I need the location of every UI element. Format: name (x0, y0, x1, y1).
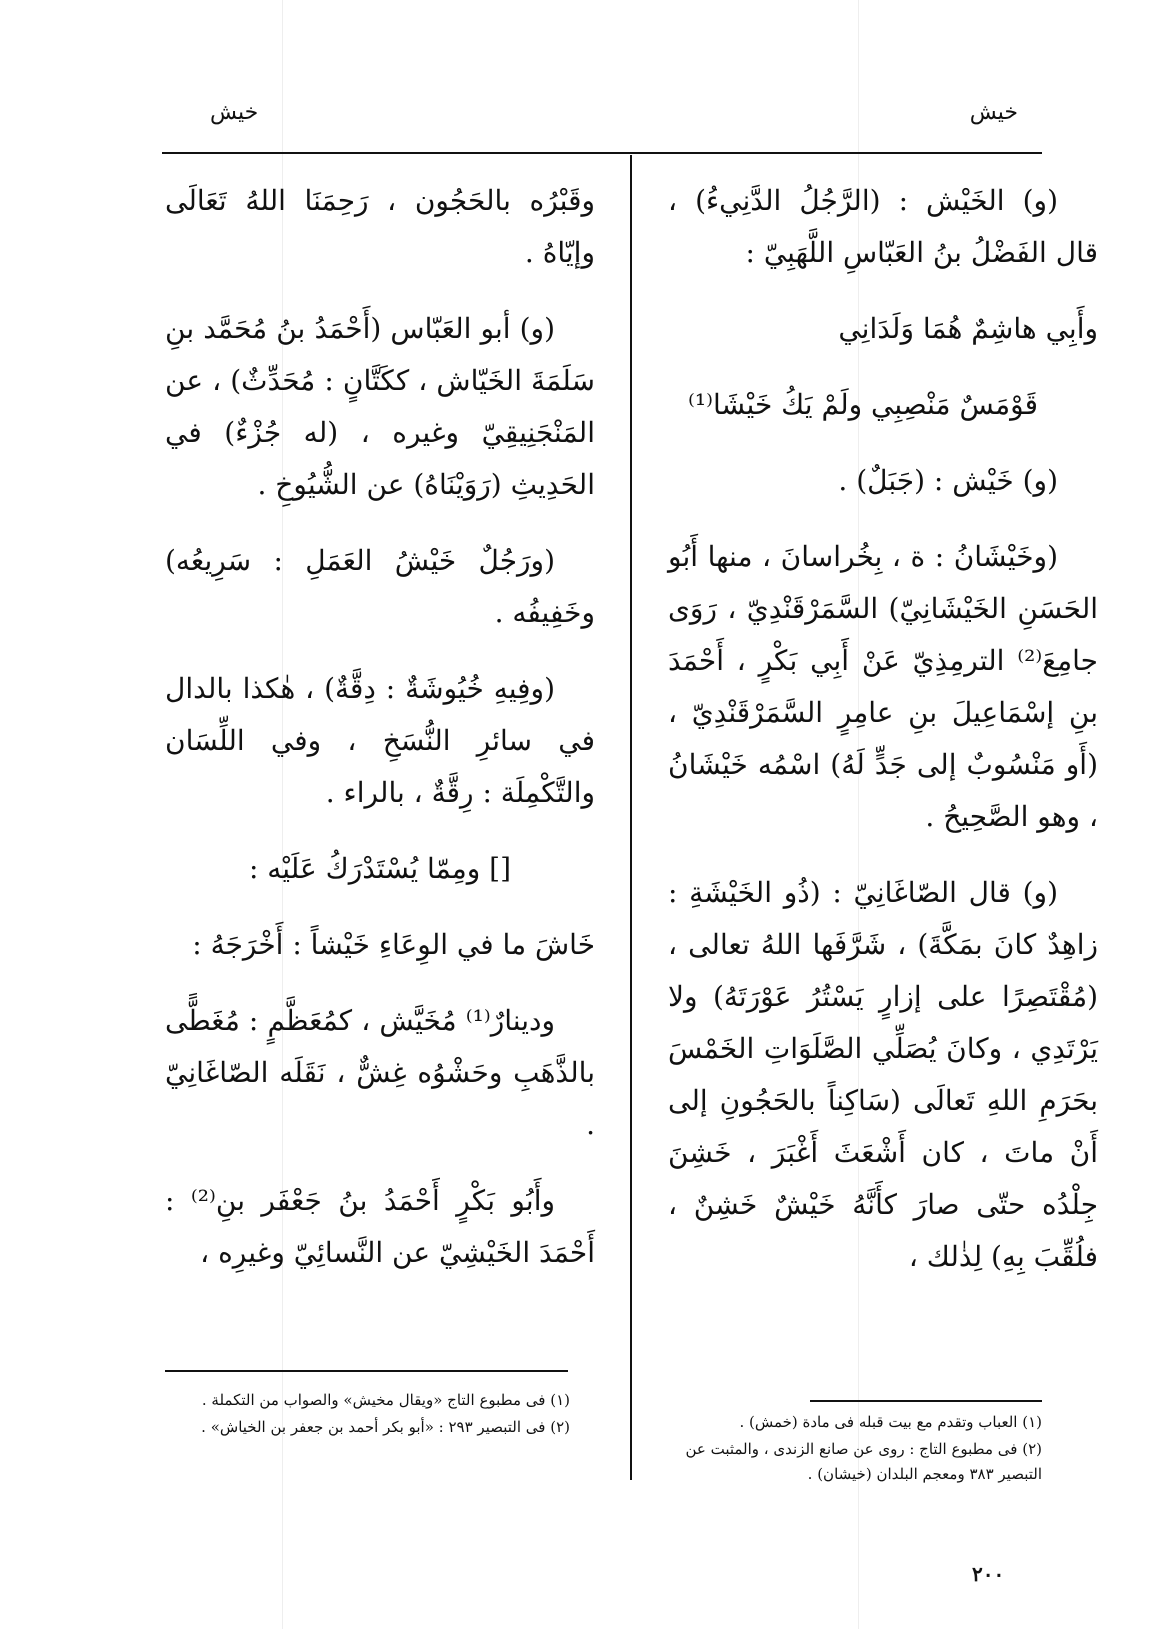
footnote: (٢) فى مطبوع التاج : روى عن صانع الزندى ، والمثبت عن التبصير ٣٨٣ ومعجم البلدان (خيشان) . (685, 1440, 1042, 1483)
header-rule (162, 152, 1042, 154)
paragraph: (و) الخَيْش : (الرَّجُلُ الدَّنِيءُ) ، قال الفَضْلُ بنُ العَبّاسِ اللَّهَبِيّ : (668, 184, 1098, 269)
paragraph: (و) خَيْش : (جَبَلٌ) . (838, 464, 1058, 497)
header-word-left: خيش (210, 100, 259, 125)
paragraph: (و) قال الصّاغَانِيّ : (ذُو الخَيْشَةِ : زاهِدٌ كانَ بمَكَّةَ) ، شَرَّفَها اللهُ تعالى ، (مُقْتَصِرًا على إزارٍ يَسْتُرُ عَوْرَتَهُ) ولا يَرْتَدِي ، وكانَ يُصَلِّي الصَّلَوَاتِ الخَمْسَ بحَرَمِ اللهِ تَعالَى (سَاكِناً بالحَجُونِ إلى أَنْ ماتَ ، كان أَشْعَثَ أَغْبَرَ ، خَشِنَ جِلْدُه حتّى صارَ كأَنَّهُ خَيْشٌ خَشِنٌ ، فلُقِّبَ بِهِ) لِذٰلك ، (668, 876, 1098, 1273)
verse-line: وأَبِي هاشِمٌ هُمَا وَلَدَانِي (838, 312, 1098, 345)
paragraph: وأَبُو بَكْرٍ أَحْمَدُ بنُ جَعْفَر بنِ⁽²⁾ : أَحْمَدَ الخَيْشِيّ عن النَّسائِيّ وغيرِه ، (165, 1184, 595, 1269)
paragraph: (ورَجُلٌ خَيْشُ العَمَلِ : سَرِيعُه) وخَفِيفُه . (165, 544, 595, 629)
paragraph: (وفِيهِ خُيُوشَةٌ : دِقَّةٌ) ، هٰكذا بالدال في سائرِ النُّسَخِ ، وفي اللِّسَان والتَّكْمِلَة : رِقَّةٌ ، بالراء . (165, 672, 595, 809)
paragraph: خَاشَ ما في الوِعَاءِ خَيْشاً : أَخْرَجَهُ : (192, 928, 595, 961)
footnote: (٢) فى التبصير ٢٩٣ : «أبو بكر أحمد بن جعفر بن الخياش» . (201, 1418, 570, 1436)
paragraph: (و) أبو العَبّاس (أَحْمَدُ بنُ مُحَمَّد بنِ سَلَمَةَ الخَيّاش ، ككَتَّانٍ : مُحَدِّثٌ) ، عن المَنْجَنِيقِيّ وغيره ، (له جُزْءٌ) في الحَدِيثِ (رَوَيْنَاهُ) عن الشُّيُوخِ . (165, 312, 595, 501)
verse-line: قَوْمَسٌ مَنْصِبِي ولَمْ يَكُ خَيْشَا⁽¹⁾ (687, 388, 1038, 421)
footnote: (١) العباب وتقدم مع بيت قبله فى مادة (خمش) . (739, 1413, 1042, 1431)
paragraph: (وخَيْشَانُ : ة ، بِخُراسانَ ، منها أَبُو الحَسَنِ الخَيْشَانِيّ) السَّمَرْقَنْدِيّ ، رَوَى جامِعَ⁽²⁾ الترمِذِيّ عَنْ أَبِي بَكْرٍ ، أَحْمَدَ بنِ إسْمَاعِيلَ بنِ عامِرٍ السَّمَرْقَنْدِيّ ، (أَو مَنْسُوبٌ إلى جَدٍّ لَهُ) اسْمُه خَيْشَانُ ، وهو الصَّحِيحُ . (668, 540, 1098, 833)
left-column (165, 175, 595, 1303)
header-word-right: خيش (969, 100, 1018, 125)
paragraph: وقَبْرُه بالحَجُون ، رَحِمَنَا اللهُ تَعَالَى وإيّاهُ . (165, 184, 595, 269)
column-divider (630, 155, 632, 1480)
footnote-rule-right (810, 1400, 1042, 1402)
footnote-rule-left (165, 1370, 568, 1372)
paragraph: ودينارٌ⁽¹⁾ مُخَيَّش ، كمُعَظَّمٍ : مُغَطًّى بالذَّهَبِ وحَشْوُه غِشٌّ ، نَقَلَه الصّاغَانِيّ . (165, 1004, 595, 1141)
footnote: (١) فى مطبوع التاج «ويقال مخيش» والصواب من التكملة . (201, 1391, 570, 1409)
footnotes-left (160, 1388, 570, 1442)
right-column (668, 175, 1098, 1307)
section-heading: [] ومِمّا يُسْتَدْرَكُ عَلَيْه : (248, 852, 512, 885)
page-number: ٢٠٠ (972, 1562, 1005, 1586)
footnotes-right (662, 1410, 1042, 1489)
